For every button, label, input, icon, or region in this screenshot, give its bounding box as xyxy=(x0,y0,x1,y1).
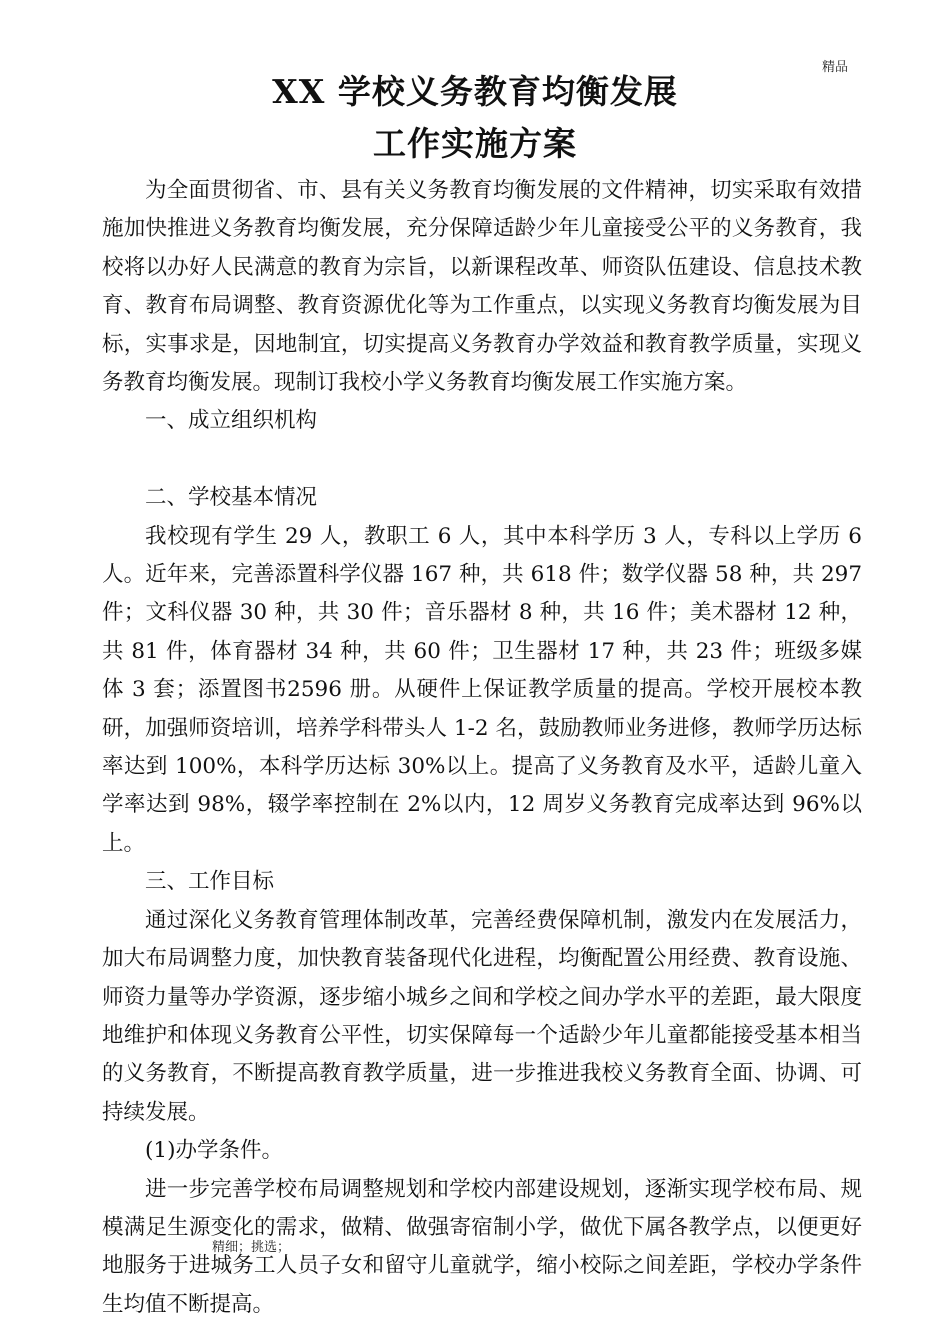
goals-paragraph: 通过深化义务教育管理体制改革，完善经费保障机制，激发内在发展活力，加大布局调整力度，加快教育装备现代化进程，均衡配置公用经费、教育设施、师资力量等办学资源，逐步缩小城乡之间和学校之间办学水平的差距，最大限度地维护和体现义务教育公平性，切实保障每一个适龄少年儿童都能接受基本相当的义务教育，不断提高教育教学质量，进一步推进我校义务教育全面、协调、可持续发展。 xyxy=(102,907,862,1125)
basic-info-paragraph: 我校现有学生 29 人，教职工 6 人，其中本科学历 3 人，专科以上学历 6 人。近年来，完善添置科学仪器 167 种，共 618 件；数学仪器 58 种，共 297 件；文科仪器 30 种，共 30 件；音乐器材 8 种，共 16 件；美术器材 12 种，共 81 件，体育器材 34 种，共 60 件；卫生器材 17 种，共 23 件；班级多媒体 3 套；添置图书2596 册。从硬件上保证教学质量的提高。学校开展校本教研，加强师资培训，培养学科带头人 1-2 名，鼓励教师业务进修，教师学历达标率达到 100%，本科学历达标 30%以上。提高了义务教育及水平，适龄儿童入学率达到 98%，辍学率控制在 2%以内，12 周岁义务教育完成率达到 96%以上。 xyxy=(102,523,862,856)
subsection-heading-conditions: (1)办学条件。 xyxy=(145,1138,283,1164)
intro-paragraph: 为全面贯彻省、市、县有关义务教育均衡发展的文件精神，切实采取有效措施加快推进义务教育均衡发展，充分保障适龄少年儿童接受公平的义务教育，我校将以办好人民满意的教育为宗旨，以新课程改革、师资队伍建设、信息技术教育、教育布局调整、教育资源优化等为工作重点，以实现义务教育均衡发展为目标，实事求是，因地制宜，切实提高义务教育办学效益和教育教学质量，实现义务教育均衡发展。现制订我校小学义务教育均衡发展工作实施方案。 xyxy=(102,178,862,396)
document-title-line2: 工作实施方案 xyxy=(373,124,577,163)
section-heading-organization: 一、成立组织机构 xyxy=(145,408,318,434)
blank-line xyxy=(102,441,862,479)
corner-mark: 精品 xyxy=(822,60,849,75)
conditions-paragraph: 进一步完善学校布局调整规划和学校内部建设规划，逐渐实现学校布局、规模满足生源变化的需求，做精、做强寄宿制小学，做优下属各教学点，以便更好地服务于进城务工人员子女和留守儿童就学，缩小校际之间差距，学校办学条件生均值不断提高。 xyxy=(102,1176,862,1317)
page-footer: 精细；挑选； xyxy=(212,1240,291,1255)
document-body xyxy=(102,172,862,1324)
document-title-line1: XX 学校义务教育均衡发展 xyxy=(272,72,678,111)
section-heading-goals: 三、工作目标 xyxy=(145,869,275,895)
section-heading-basic-info: 二、学校基本情况 xyxy=(145,485,318,511)
